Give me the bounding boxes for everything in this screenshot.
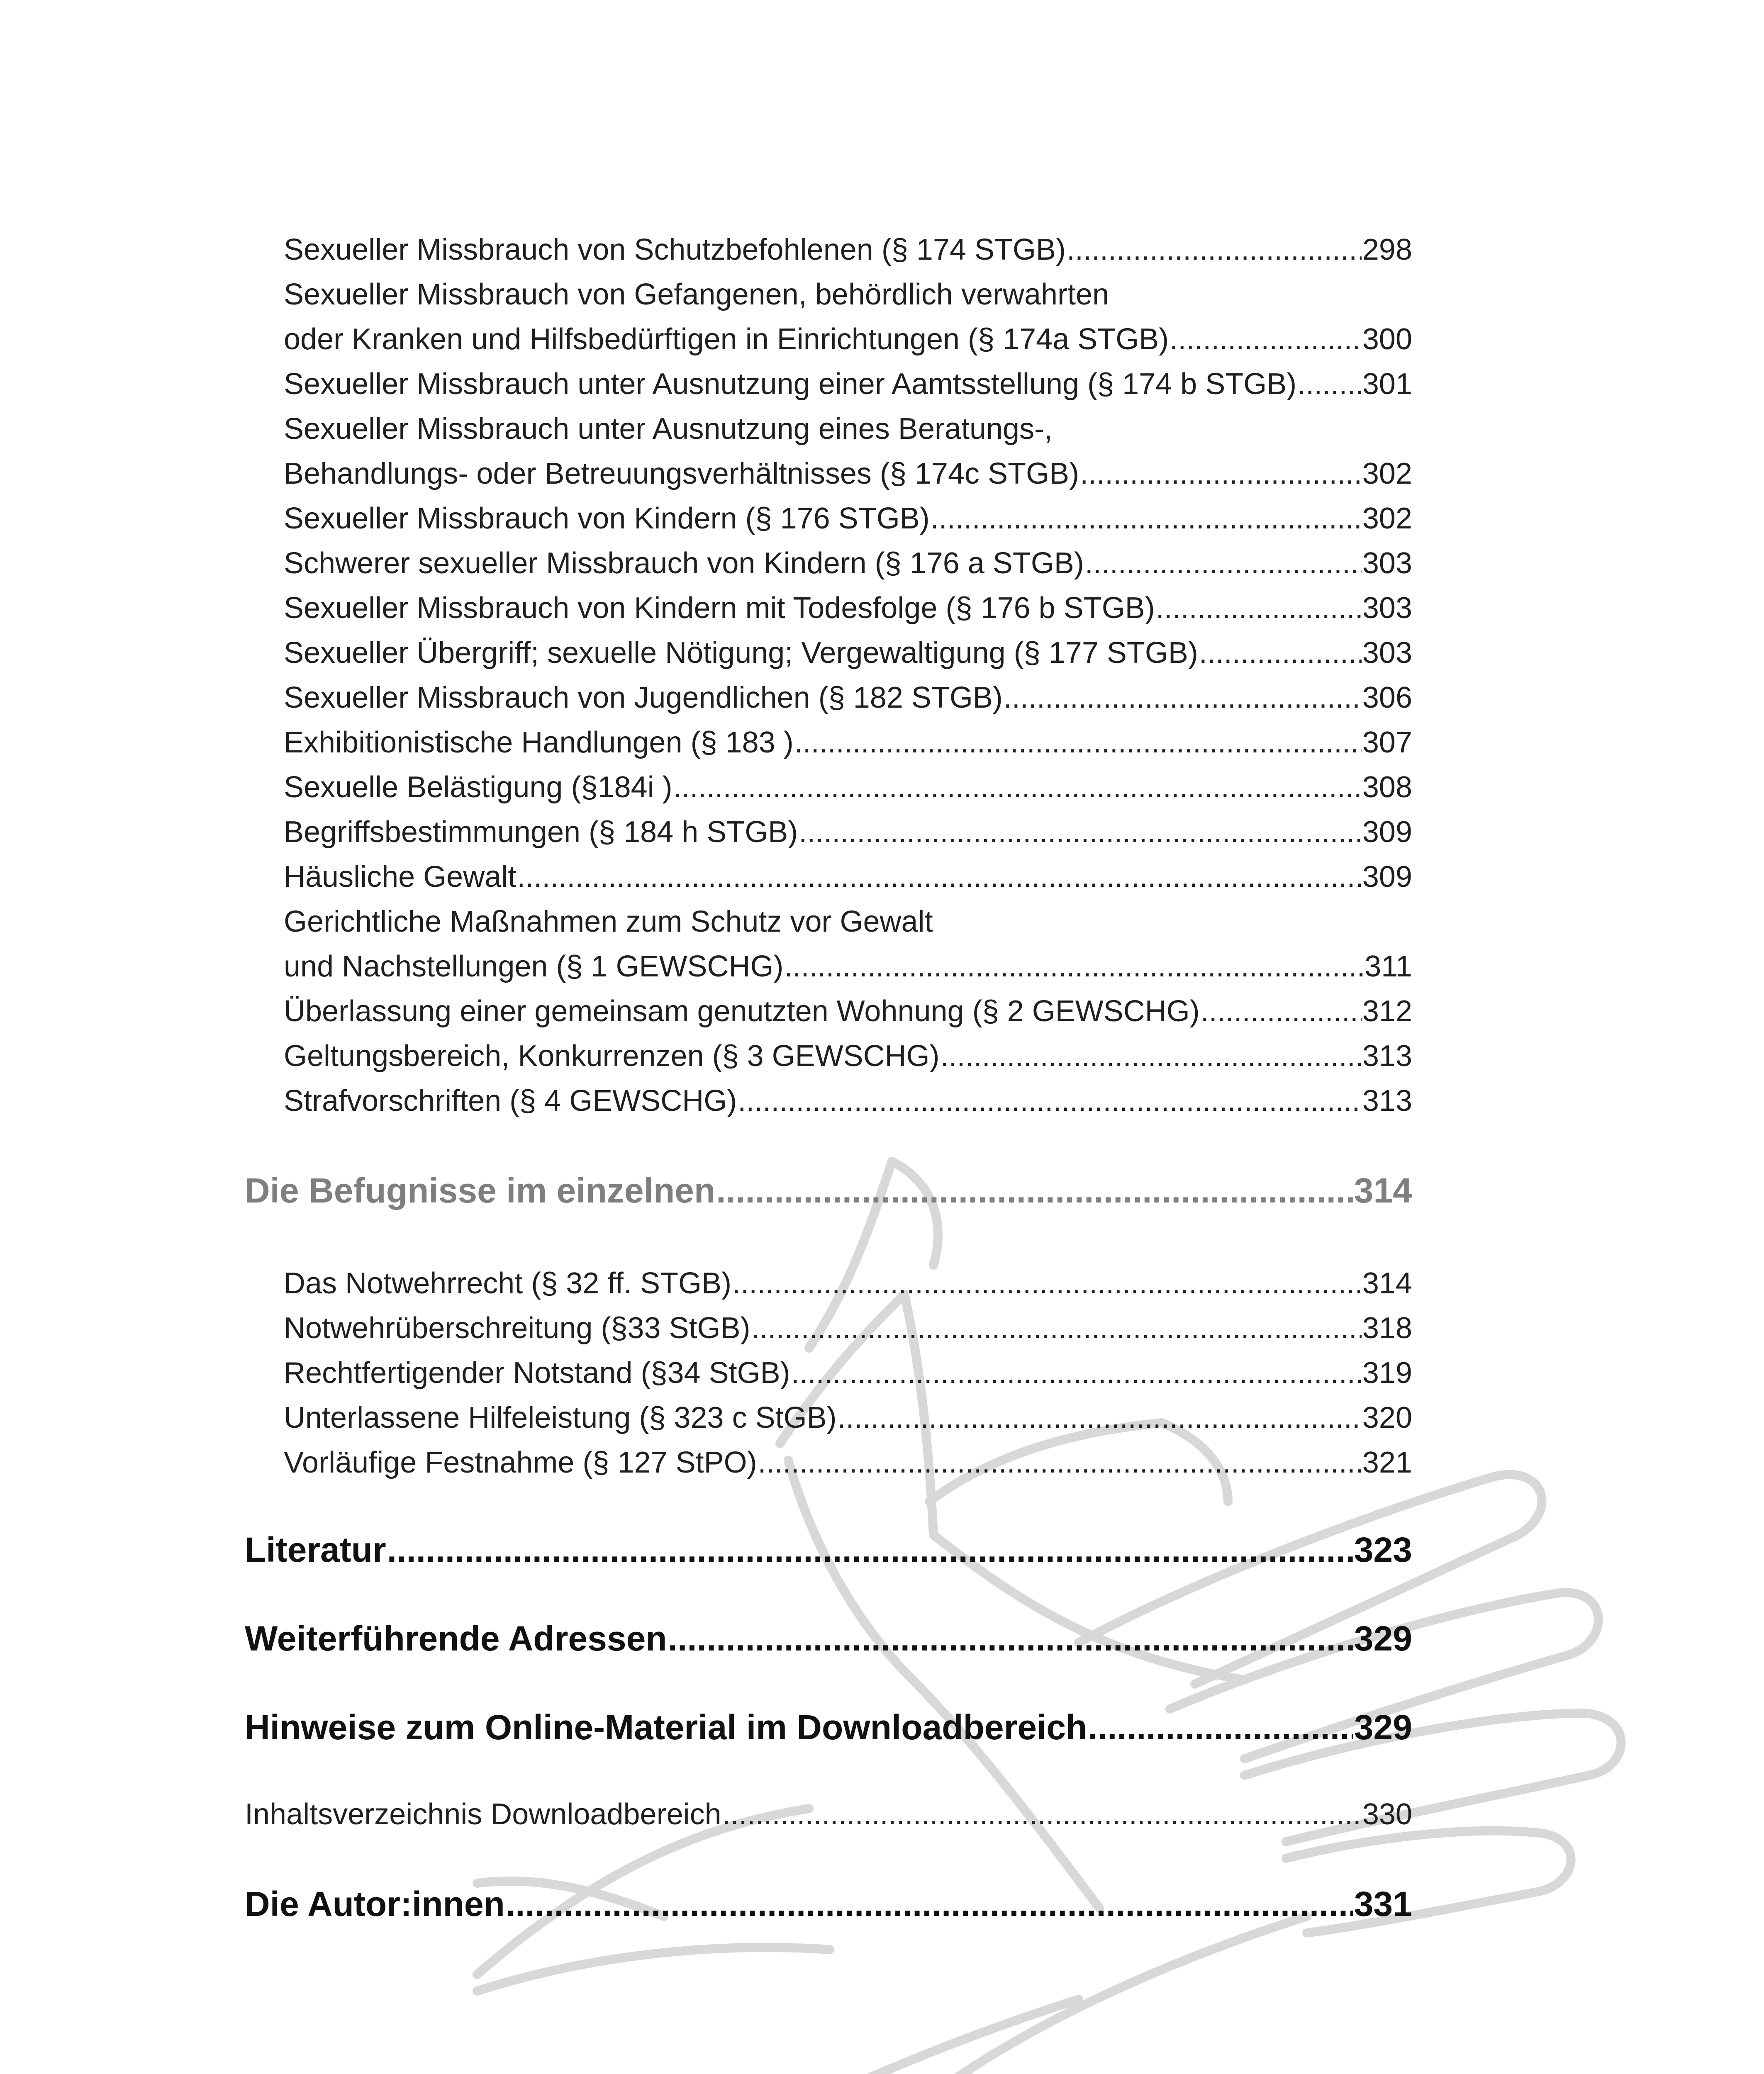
toc-entry-title: Sexueller Missbrauch von Jugendlichen (§ 182 STGB) — [284, 681, 1003, 714]
toc-entry-page: 318 — [1362, 1312, 1412, 1345]
toc-entry[interactable] — [284, 765, 1412, 810]
toc-section-page: 323 — [1354, 1530, 1412, 1569]
toc-section-heading[interactable] — [245, 1614, 1412, 1663]
toc-entry-title: Exhibitionistische Handlungen (§ 183 ) — [284, 726, 794, 759]
toc-entry-page: 309 — [1362, 815, 1412, 849]
toc-entry[interactable] — [284, 989, 1412, 1034]
dot-leader — [794, 720, 1362, 765]
dot-leader — [716, 1166, 1353, 1215]
toc-entry[interactable] — [284, 1351, 1412, 1395]
dot-leader — [1297, 362, 1362, 407]
dot-leader — [732, 1261, 1362, 1306]
dot-leader — [931, 496, 1362, 541]
dot-leader — [673, 765, 1362, 810]
toc-entry-page: 313 — [1362, 1084, 1412, 1117]
toc-entry-page: 330 — [1362, 1798, 1412, 1831]
dot-leader — [791, 1351, 1362, 1395]
dot-leader — [1170, 317, 1362, 362]
toc-entry-page: 320 — [1362, 1401, 1412, 1434]
toc-section-page: 314 — [1354, 1171, 1412, 1210]
dot-leader — [1085, 541, 1362, 586]
toc-entry-page: 311 — [1364, 950, 1412, 983]
toc-section-page: 329 — [1354, 1708, 1412, 1747]
toc-entry-title: Vorläufige Festnahme (§ 127 StPO) — [284, 1446, 757, 1479]
dot-leader — [1080, 451, 1362, 496]
toc-entry[interactable] — [284, 675, 1412, 720]
toc-entry-title: Sexueller Missbrauch von Schutzbefohlenen (§ 174 STGB) — [284, 233, 1066, 266]
toc-section-page: 331 — [1354, 1884, 1412, 1923]
toc-section-heading[interactable] — [245, 1166, 1412, 1215]
toc-entry-title: Geltungsbereich, Konkurrenzen (§ 3 GEWSCHG) — [284, 1039, 940, 1073]
toc-entry-page: 302 — [1362, 502, 1412, 535]
toc-entry-page: 298 — [1362, 233, 1412, 266]
toc-entry-title: Behandlungs- oder Betreuungsverhältnisses (§ 174c STGB) — [284, 457, 1079, 490]
toc-entry-title: Überlassung einer gemeinsam genutzten Wohnung (§ 2 GEWSCHG) — [284, 995, 1200, 1028]
toc-entry-title: Sexueller Missbrauch von Kindern mit Todesfolge (§ 176 b STGB) — [284, 592, 1155, 625]
dot-leader — [1067, 227, 1362, 272]
toc-entry-title: Sexueller Missbrauch unter Ausnutzung einer Aamtsstellung (§ 174 b STGB) — [284, 368, 1297, 401]
toc-entry-page: 303 — [1362, 547, 1412, 580]
toc-entry-page: 302 — [1362, 457, 1412, 490]
toc-entry[interactable] — [284, 1261, 1412, 1306]
toc-entry-title: Begriffsbestimmungen (§ 184 h STGB) — [284, 815, 798, 849]
toc-entry-title: Sexueller Missbrauch unter Ausnutzung eines Beratungs-, — [284, 412, 1053, 445]
dot-leader — [1201, 989, 1362, 1034]
dot-leader — [517, 854, 1362, 899]
toc-entry-line — [284, 407, 1412, 451]
toc-entry[interactable] — [284, 227, 1412, 272]
toc-entry[interactable] — [284, 720, 1412, 765]
toc-entry-page: 303 — [1362, 592, 1412, 625]
dot-leader — [751, 1306, 1362, 1351]
toc-entry-title: Rechtfertigender Notstand (§34 StGB) — [284, 1356, 790, 1390]
toc-entry[interactable] — [284, 317, 1412, 362]
toc-section-heading[interactable] — [245, 1525, 1412, 1575]
toc-entry[interactable] — [284, 1306, 1412, 1351]
toc-entry-title: Schwerer sexueller Missbrauch von Kindern (§ 176 a STGB) — [284, 547, 1084, 580]
dot-leader — [940, 1034, 1362, 1078]
toc-entry-title: oder Kranken und Hilfsbedürftigen in Einrichtungen (§ 174a STGB) — [284, 323, 1169, 356]
toc-entry[interactable] — [284, 1034, 1412, 1078]
dot-leader — [785, 944, 1364, 989]
toc-entry-title: Das Notwehrrecht (§ 32 ff. STGB) — [284, 1267, 732, 1300]
toc-entry-page: 307 — [1362, 726, 1412, 759]
dot-leader — [387, 1525, 1353, 1575]
dot-leader — [758, 1440, 1362, 1485]
toc-entry-page: 313 — [1362, 1039, 1412, 1073]
toc-entry-page: 309 — [1362, 860, 1412, 893]
toc-entry-page: 301 — [1362, 368, 1412, 401]
toc-section-title: Weiterführende Adressen — [245, 1619, 667, 1658]
toc-entry-title: Notwehrüberschreitung (§33 StGB) — [284, 1312, 750, 1345]
dot-leader — [506, 1879, 1353, 1929]
dot-leader — [722, 1792, 1362, 1837]
toc-entry-title: Sexueller Missbrauch von Kindern (§ 176 STGB) — [284, 502, 930, 535]
toc-entry[interactable] — [284, 451, 1412, 496]
toc-section-page: 329 — [1354, 1619, 1412, 1658]
toc-entry-page: 306 — [1362, 681, 1412, 714]
toc-entry[interactable] — [284, 541, 1412, 586]
toc-entry-page: 314 — [1362, 1267, 1412, 1300]
toc-entry-page: 321 — [1362, 1446, 1412, 1479]
toc-entry-title: Häusliche Gewalt — [284, 860, 517, 893]
toc-entry-title: Gerichtliche Maßnahmen zum Schutz vor Gewalt — [284, 905, 933, 938]
toc-entry[interactable] — [284, 586, 1412, 630]
toc-entry-page: 312 — [1362, 995, 1412, 1028]
dot-leader — [1156, 586, 1362, 630]
dot-leader — [838, 1395, 1362, 1440]
dot-leader — [738, 1078, 1362, 1123]
toc-entry-title: und Nachstellungen (§ 1 GEWSCHG) — [284, 950, 784, 983]
toc-entry[interactable] — [284, 1440, 1412, 1485]
toc-entry-title: Sexueller Missbrauch von Gefangenen, behördlich verwahrten — [284, 278, 1109, 311]
toc-entry[interactable] — [245, 1792, 1412, 1837]
toc-entry-page: 303 — [1362, 636, 1412, 669]
toc-entry[interactable] — [284, 944, 1412, 989]
dot-leader — [1004, 675, 1362, 720]
toc-entry-title: Unterlassene Hilfeleistung (§ 323 c StGB) — [284, 1401, 837, 1434]
toc-section-title: Literatur — [245, 1530, 386, 1569]
toc-entry[interactable] — [284, 496, 1412, 541]
toc-entry[interactable] — [284, 810, 1412, 854]
toc-section-title: Die Autor:innen — [245, 1884, 505, 1923]
toc-entry-title: Inhaltsverzeichnis Downloadbereich — [245, 1798, 721, 1831]
toc-entry-page: 308 — [1362, 771, 1412, 804]
toc-entry[interactable] — [284, 854, 1412, 899]
toc-entry[interactable] — [284, 1395, 1412, 1440]
toc-entry-title: Sexuelle Belästigung (§184i ) — [284, 771, 672, 804]
toc-section-title: Die Befugnisse im einzelnen — [245, 1171, 716, 1210]
toc-section-title: Hinweise zum Online-Material im Downloadbereich — [245, 1708, 1087, 1747]
dot-leader — [1199, 630, 1362, 675]
toc-entry-page: 300 — [1362, 323, 1412, 356]
toc-entry-title: Strafvorschriften (§ 4 GEWSCHG) — [284, 1084, 737, 1117]
dot-leader — [1088, 1702, 1353, 1752]
dot-leader — [668, 1614, 1353, 1663]
toc-entry[interactable] — [284, 630, 1412, 675]
toc-section-heading[interactable] — [245, 1702, 1412, 1752]
toc-entry-line — [284, 899, 1412, 944]
dot-leader — [799, 810, 1362, 854]
toc-entry-line — [284, 272, 1412, 317]
toc-entry-title: Sexueller Übergriff; sexuelle Nötigung; Vergewaltigung (§ 177 STGB) — [284, 636, 1198, 669]
toc-entry[interactable] — [284, 362, 1412, 407]
toc-entry-page: 319 — [1362, 1356, 1412, 1390]
toc-entry[interactable] — [284, 1078, 1412, 1123]
toc-section-heading[interactable] — [245, 1879, 1412, 1929]
